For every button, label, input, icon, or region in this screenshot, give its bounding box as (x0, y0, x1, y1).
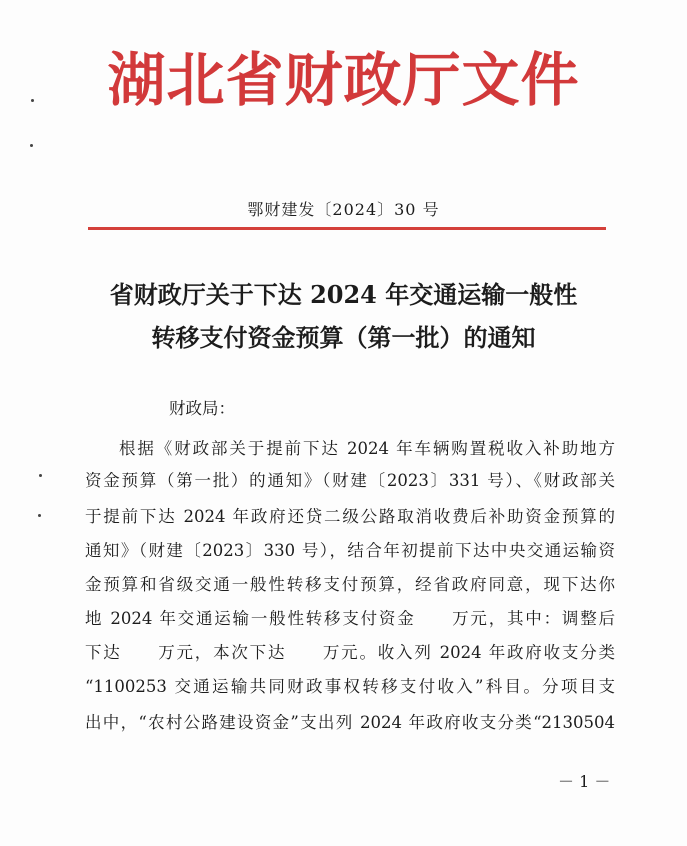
body-paragraph-line: 出中，“农村公路建设资金”支出列 2024 年政府收支分类“2130504 (85, 713, 615, 732)
salutation: 财政局： (169, 399, 235, 418)
red-divider-rule (88, 227, 606, 230)
notice-title-line-1: 省财政厅关于下达 2024 年交通运输一般性 (109, 280, 578, 309)
body-paragraph-line: 下达 万元，本次下达 万元。收入列 2024 年政府收支分类 (85, 643, 615, 662)
body-paragraph-line: 资金预算（第一批）的通知》（财建〔2023〕331 号）、《财政部关 (85, 471, 615, 490)
body-paragraph-line: 通知》（财建〔2023〕330 号），结合年初提前下达中央交通运输资 (85, 541, 615, 560)
notice-title-line-2: 转移支付资金预算（第一批）的通知 (151, 323, 536, 352)
scan-speck (30, 144, 33, 147)
scan-speck (39, 474, 42, 477)
body-paragraph-line: 金预算和省级交通一般性转移支付预算，经省政府同意，现下达你 (85, 575, 615, 594)
body-paragraph-line: 地 2024 年交通运输一般性转移支付资金 万元，其中：调整后 (85, 609, 615, 628)
document-header-title: 湖北省财政厅文件 (107, 46, 580, 114)
document-number: 鄂财建发〔2024〕30 号 (247, 200, 440, 219)
body-paragraph-line: 于提前下达 2024 年政府还贷二级公路取消收费后补助资金预算的 (85, 507, 615, 526)
scan-speck (31, 99, 34, 102)
page-number: － 1 － (558, 772, 611, 791)
body-paragraph-line: 根据《财政部关于提前下达 2024 年车辆购置税收入补助地方 (119, 439, 615, 458)
scan-speck (38, 514, 41, 517)
body-paragraph-line: “1100253 交通运输共同财政事权转移支付收入”科目。分项目支 (85, 677, 615, 696)
